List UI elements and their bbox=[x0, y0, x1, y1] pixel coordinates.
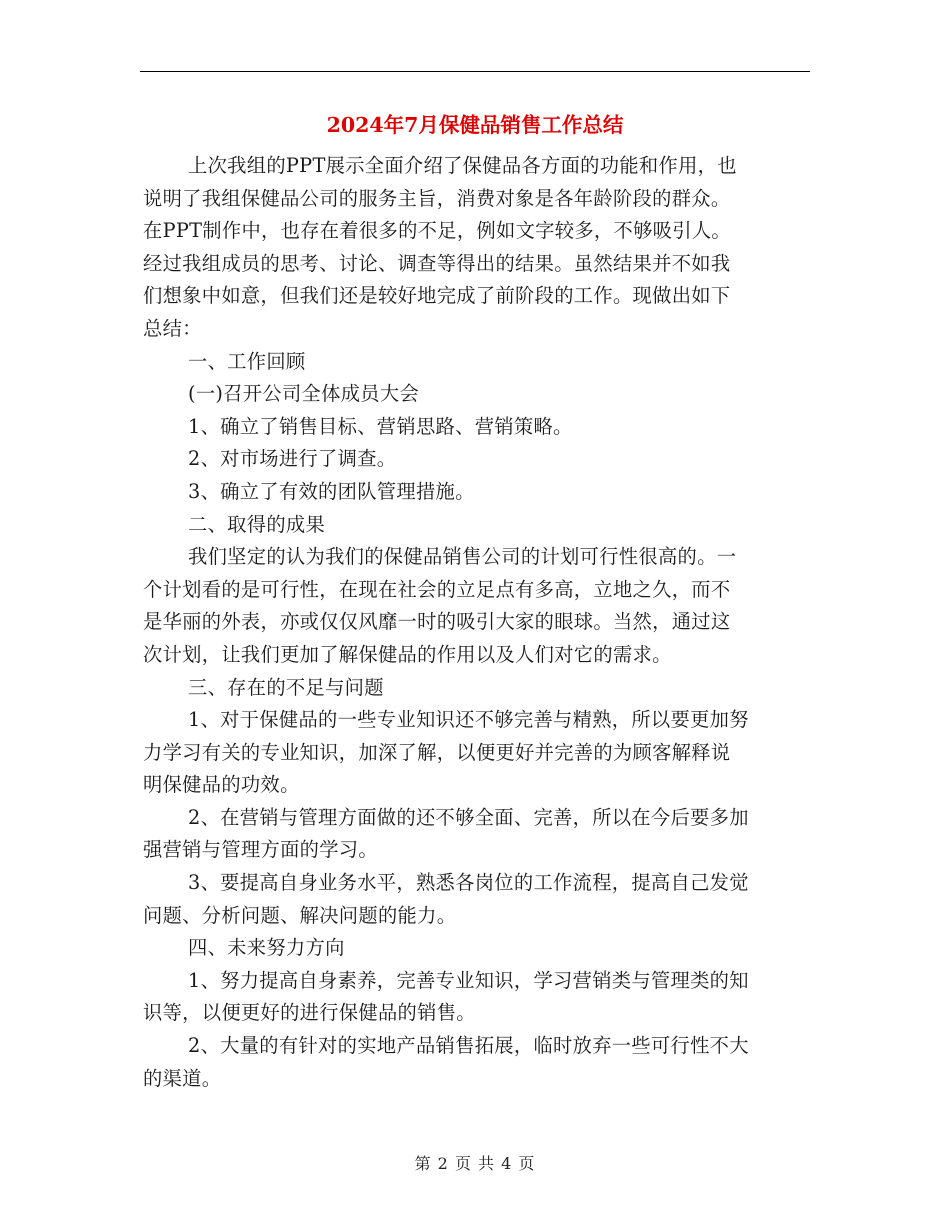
section-heading-2: 二、取得的成果 bbox=[188, 512, 326, 536]
paragraph-line: 问题、分析问题、解决问题的能力。 bbox=[143, 903, 457, 927]
list-item: 2、在营销与管理方面做的还不够全面、完善，所以在今后要多加 bbox=[188, 805, 749, 829]
list-item: 2、大量的有针对的实地产品销售拓展，临时放弃一些可行性不大 bbox=[188, 1034, 749, 1058]
page-number-footer: 第 2 页 共 4 页 bbox=[414, 1154, 536, 1173]
list-item: 2、对市场进行了调查。 bbox=[188, 447, 397, 471]
section-heading-3: 三、存在的不足与问题 bbox=[188, 675, 384, 699]
paragraph-line: 明保健品的功效。 bbox=[143, 773, 300, 797]
paragraph-line: 力学习有关的专业知识，加深了解，以便更好并完善的为顾客解释说 bbox=[143, 740, 731, 764]
paragraph-line: 经过我组成员的思考、讨论、调查等得出的结果。虽然结果并不如我 bbox=[143, 251, 731, 275]
paragraph-line: 上次我组的PPT展示全面介绍了保健品各方面的功能和作用，也 bbox=[188, 154, 737, 177]
list-item: 3、确立了有效的团队管理措施。 bbox=[188, 479, 475, 503]
document-title: 2024年7月保健品销售工作总结 bbox=[326, 113, 624, 137]
paragraph-line: 次计划，让我们更加了解保健品的作用以及人们对它的需求。 bbox=[143, 642, 672, 666]
list-item: 1、努力提高自身素养，完善专业知识，学习营销类与管理类的知 bbox=[188, 968, 749, 992]
paragraph-line: 在PPT制作中，也存在着很多的不足，例如文字较多，不够吸引人。 bbox=[143, 219, 731, 243]
section-heading-4: 四、未来努力方向 bbox=[188, 936, 345, 960]
header-rule bbox=[140, 71, 810, 72]
paragraph-line: 的渠道。 bbox=[143, 1066, 222, 1090]
subsection-heading: (一)召开公司全体成员大会 bbox=[188, 382, 420, 406]
paragraph-line: 我们坚定的认为我们的保健品销售公司的计划可行性很高的。一 bbox=[188, 545, 737, 569]
paragraph-line: 总结： bbox=[143, 316, 202, 340]
list-item: 3、要提高自身业务水平，熟悉各岗位的工作流程，提高自己发觉 bbox=[188, 871, 749, 895]
list-item: 1、确立了销售目标、营销思路、营销策略。 bbox=[188, 414, 573, 438]
document-body bbox=[143, 150, 810, 1095]
paragraph-line: 个计划看的是可行性，在现在社会的立足点有多高，立地之久，而不 bbox=[143, 577, 731, 601]
paragraph-line: 是华丽的外表，亦或仅仅风靡一时的吸引大家的眼球。当然，通过这 bbox=[143, 610, 731, 634]
paragraph-line: 识等，以便更好的进行保健品的销售。 bbox=[143, 1001, 476, 1025]
list-item: 1、对于保健品的一些专业知识还不够完善与精熟，所以要更加努 bbox=[188, 708, 749, 732]
section-heading-1: 一、工作回顾 bbox=[188, 349, 306, 373]
paragraph-line: 们想象中如意，但我们还是较好地完成了前阶段的工作。现做出如下 bbox=[143, 284, 731, 308]
paragraph-line: 说明了我组保健品公司的服务主旨，消费对象是各年龄阶段的群众。 bbox=[143, 186, 731, 210]
paragraph-line: 强营销与管理方面的学习。 bbox=[143, 838, 378, 862]
